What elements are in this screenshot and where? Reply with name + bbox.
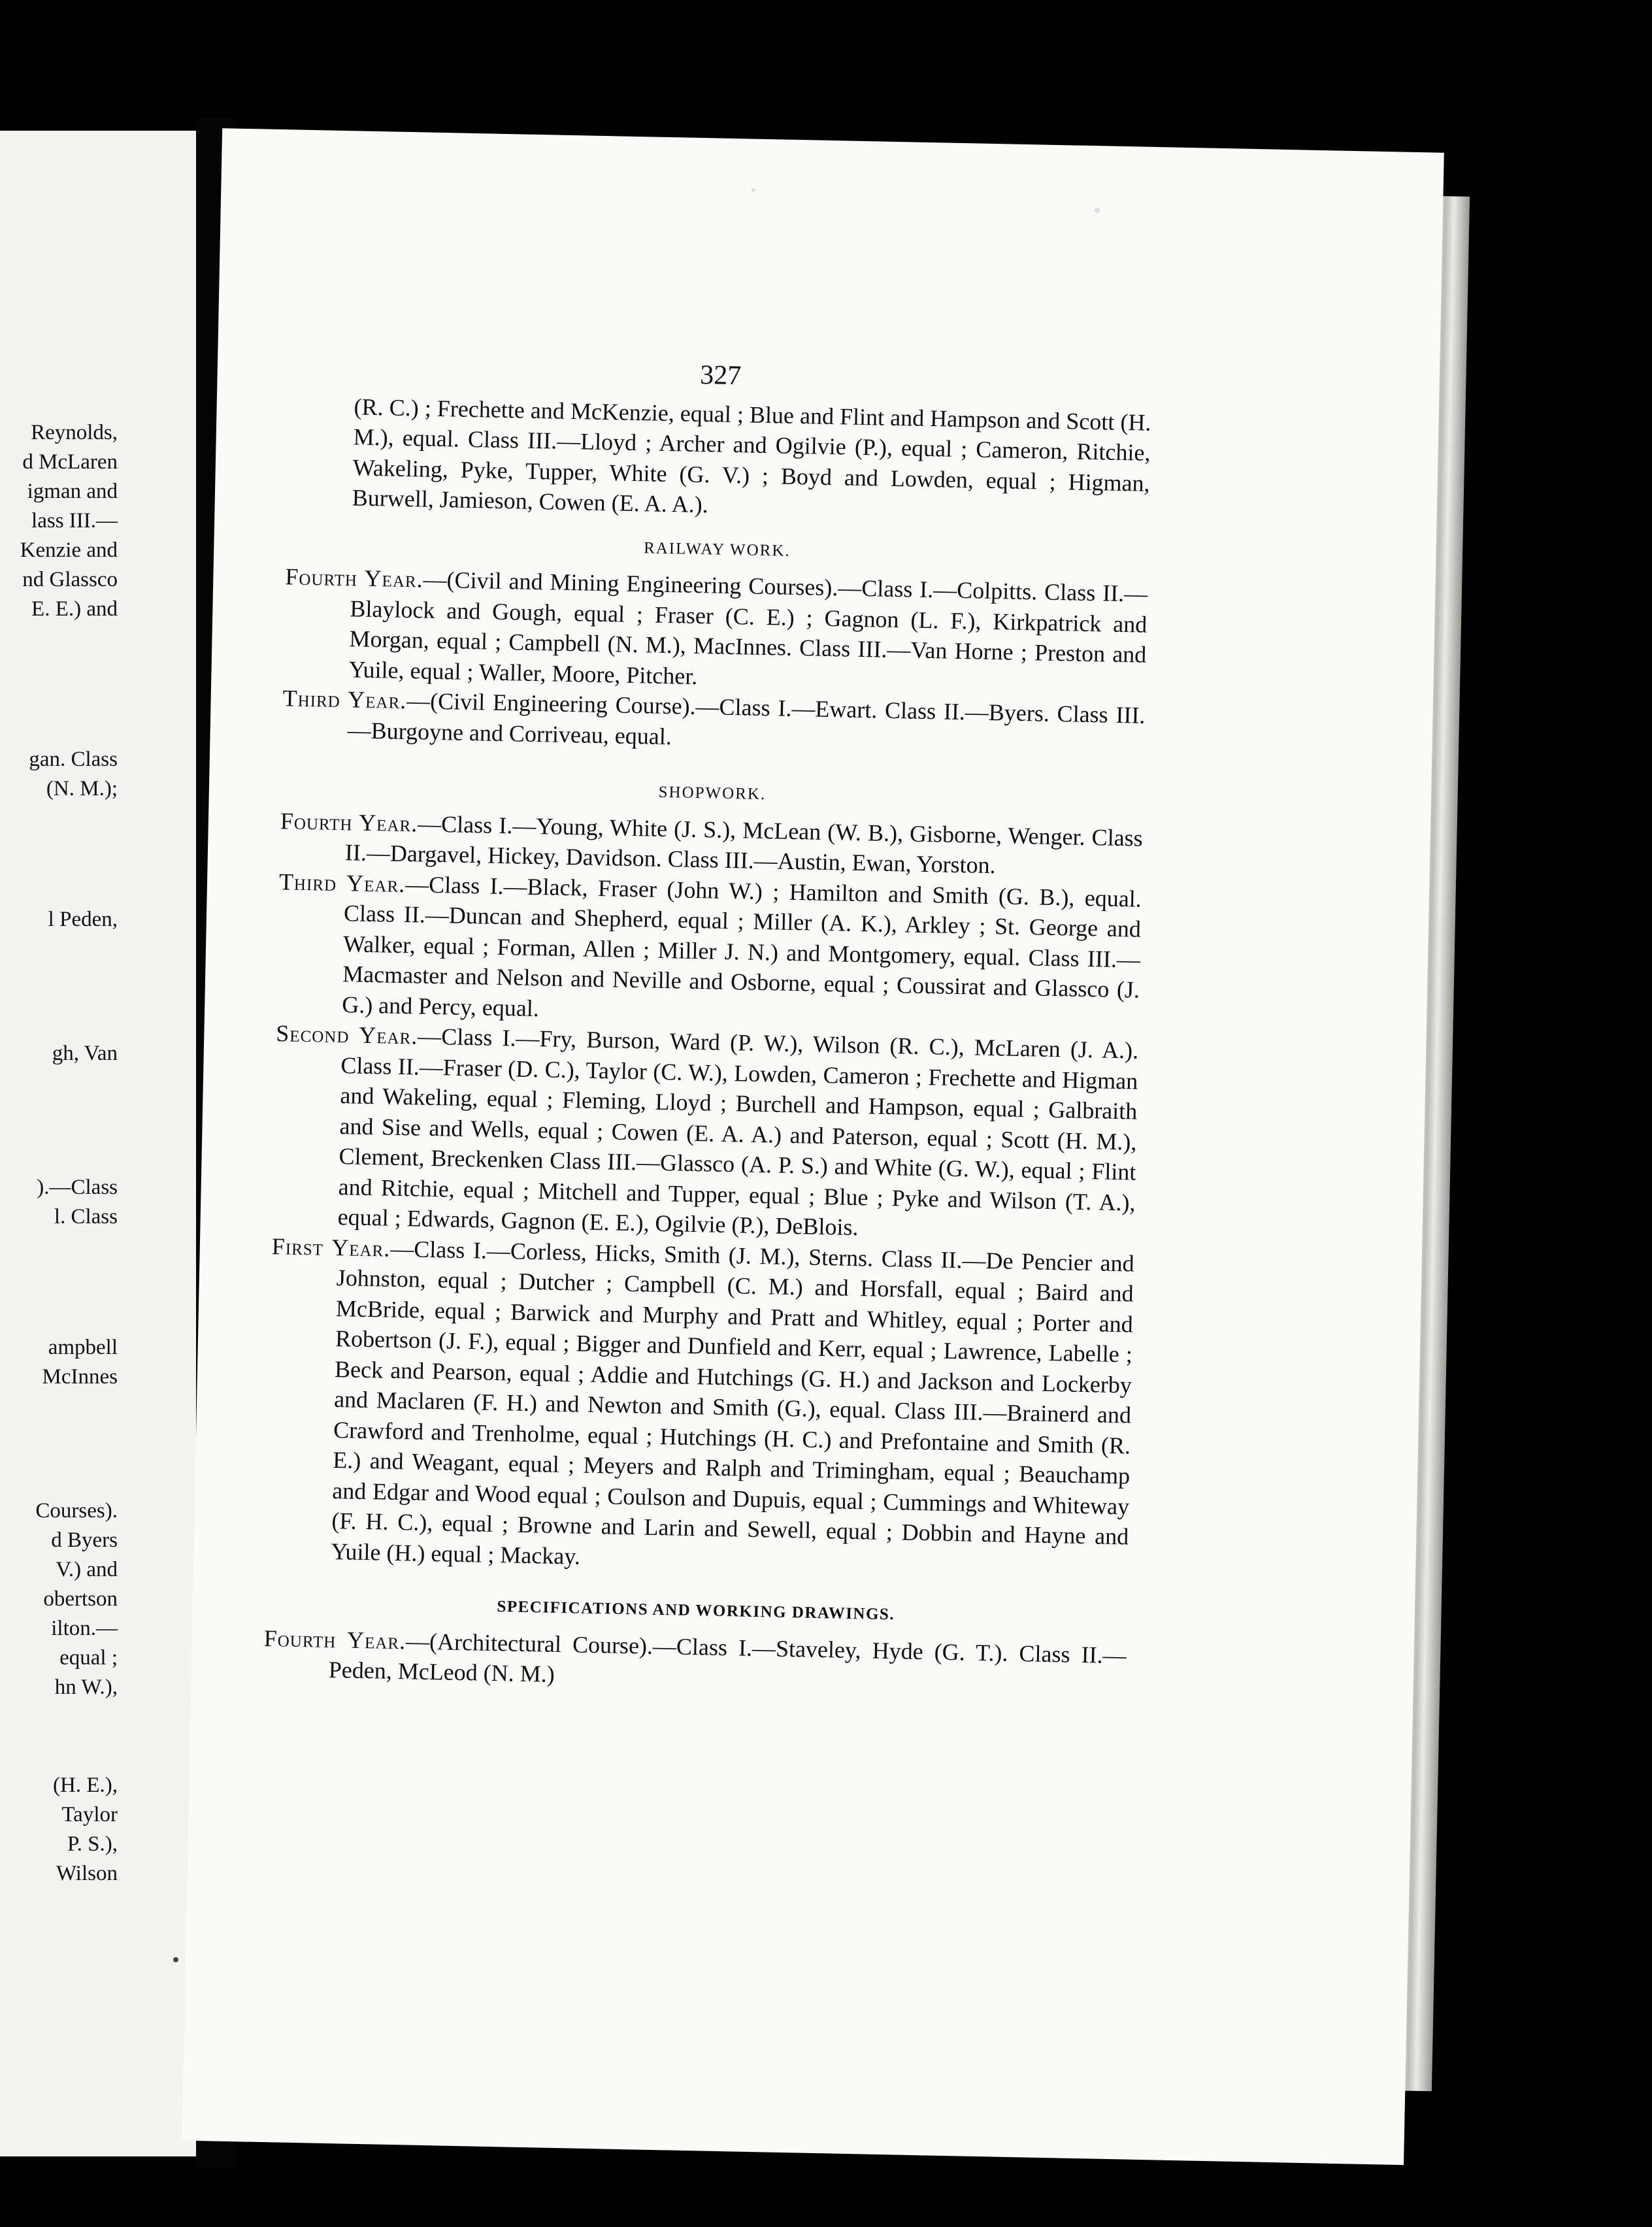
left-fragment: V.) and [56, 1558, 118, 1581]
year-label: First Year. [271, 1232, 391, 1262]
year-label: Fourth Year. [280, 807, 418, 836]
entry-text: —(Architectural Course).—Class I.—Staveley, Hyde (G. T.). Class II.—Peden, McLeod (N. M.) [328, 1627, 1127, 1687]
year-entry [265, 1231, 1134, 1583]
left-fragment: Wilson [56, 1862, 118, 1885]
year-entry [272, 1018, 1138, 1248]
print-speck [752, 188, 755, 192]
print-speck [173, 1957, 178, 1962]
year-entry [283, 561, 1148, 700]
section-heading: SHOPWORK. [658, 783, 767, 804]
entry-text: —Class I.—Corless, Hicks, Smith (J. M.), Sterns. Class II.—De Pencier and Johnston, equal ; Dutcher ; Campbell (C. M.) and Horsfall, equal ; Baird and McBride, equal ; Barwick and Murphy and Pratt and Whitley, equal ; Porter and Robertson (J. F.), equal ; Bigger and Dunfield and Kerr, equal ; Lawrence, Labelle ; Beck and Pearson, equal ; Addie and Hutchings (G. H.) and Jackson and Lockerby and Maclaren (F. H.) and Newton and Smith (G.), equal. Class III.—Brainerd and Crawford and Trenholme, equal ; Hutchings (H. C.) and Prefontaine and Smith (R. E.) and Weagant, equal ; Meyers and Ralph and Trimingham, equal ; Beauchamp and Edgar and Wood equal ; Coulson and Dupuis, equal ; Cummings and Whiteway (F. H. C.), equal ; Browne and Larin and Sewell, equal ; Dobbin and Hayne and Yuile (H.) equal ; Mackay. [331, 1235, 1135, 1570]
print-speck [1095, 208, 1100, 213]
left-fragment: P. S.), [67, 1832, 118, 1856]
left-fragment: l Peden, [48, 908, 118, 931]
left-fragment: E. E.) and [31, 597, 118, 621]
entry-text: —(Civil Engineering Course).—Class I.—Ewart. Class II.—Byers. Class III.—Burgoyne and Corriveau, equal. [347, 687, 1146, 750]
year-label: Fourth Year. [285, 563, 424, 593]
section-heading: SPECIFICATIONS AND WORKING DRAWINGS. [497, 1598, 895, 1624]
left-fragment: ilton.— [51, 1617, 118, 1640]
continuation-paragraph: (R. C.) ; Frechette and McKenzie, equal ; Blue and Flint and Hampson and Scott (H. M.), equal. Class III.—Lloyd ; Archer and Ogilvie (P.), equal ; Cameron, Ritchie, Wakeling, Pyke, Tupper, White (G. V.) ; Boyd and Lowden, equal ; Higman, Burwell, Jamieson, Cowen (E. A. A.). [352, 393, 1151, 518]
year-label: Fourth Year. [263, 1625, 406, 1654]
left-fragment: hn W.), [54, 1675, 118, 1699]
book-page [182, 128, 1444, 2165]
section-heading: RAILWAY WORK. [643, 538, 791, 560]
left-fragment: igman and [27, 480, 118, 503]
left-fragment: l. Class [54, 1205, 118, 1229]
left-fragment: (N. M.); [46, 777, 118, 800]
entry-text: —Class I.—Black, Fraser (John W.) ; Hamilton and Smith (G. B.), equal. Class II.—Duncan and Shepherd, equal ; Miller (A. K.), Arkley ; St. George and Walker, equal ; Forman, Allen ; Miller J. N.) and Montgomery, equal. Class III.—Macmaster and Nelson and Neville and Osborne, equal ; Coussirat and Glassco (J. G.) and Percy, equal. [341, 870, 1142, 1021]
year-label: Second Year. [276, 1020, 418, 1049]
left-fragment: equal ; [59, 1646, 118, 1670]
left-fragment: lass III.— [31, 509, 118, 533]
left-fragment: nd Glassco [22, 568, 118, 591]
entry-text: —Class I.—Fry, Burson, Ward (P. W.), Wilson (R. C.), McLaren (J. A.). Class II.—Fraser (D. C.), Taylor (C. W.), Lowden, Cameron ; Frechette and Higman and Wakeling, equal ; Fleming, Lloyd ; Burchell and Hampson, equal ; Galbraith and Sise and Wells, equal ; Cowen (E. A. A.) and Paterson, equal ; Scott (H. M.), Clement, Breckenken Class III.—Glassco (A. P. S.) and White (G. W.), equal ; Flint and Ritchie, equal ; Mitchell and Tupper, equal ; Blue ; Pyke and Wilson (T. A.), equal ; Edwards, Gagnon (E. E.), Ogilvie (P.), DeBlois. [337, 1023, 1139, 1241]
left-fragment: McInnes [42, 1365, 118, 1389]
year-label: Third Year. [278, 868, 406, 897]
left-fragment: Kenzie and [20, 538, 118, 562]
year-label: Third Year. [282, 685, 407, 714]
year-entry [263, 1623, 1127, 1700]
left-fragment: Courses). [35, 1499, 118, 1523]
left-fragment: ).—Class [37, 1176, 118, 1199]
left-fragment: Reynolds, [31, 421, 118, 444]
page-number: 327 [699, 359, 742, 391]
year-entry [276, 866, 1142, 1036]
left-fragment: d Byers [51, 1528, 118, 1552]
previous-page-fragment [0, 131, 196, 2156]
left-fragment: d McLaren [22, 450, 118, 474]
page-content [263, 359, 1151, 1701]
entry-text: —(Civil and Mining Engineering Courses).—Class I.—Colpitts. Class II.—Blaylock and Gough, equal ; Fraser (C. E.) ; Gagnon (L. F.), Kirkpatrick and Morgan, equal ; Campbell (N. M.), MacInnes. Class III.—Van Horne ; Preston and Yuile, equal ; Waller, Moore, Pitcher. [348, 566, 1148, 689]
entry-text: —Class I.—Young, White (J. S.), McLean (W. B.), Gisborne, Wenger. Class II.—Dargavel, Hickey, Davidson. Class III.—Austin, Ewan, Yorston. [344, 810, 1144, 879]
left-fragment: gh, Van [52, 1042, 118, 1065]
left-fragment: Taylor [61, 1803, 118, 1826]
left-fragment: (H. E.), [53, 1773, 118, 1797]
left-fragment: obertson [43, 1587, 118, 1611]
left-fragment: gan. Class [29, 748, 118, 771]
left-fragment: ampbell [48, 1336, 118, 1359]
